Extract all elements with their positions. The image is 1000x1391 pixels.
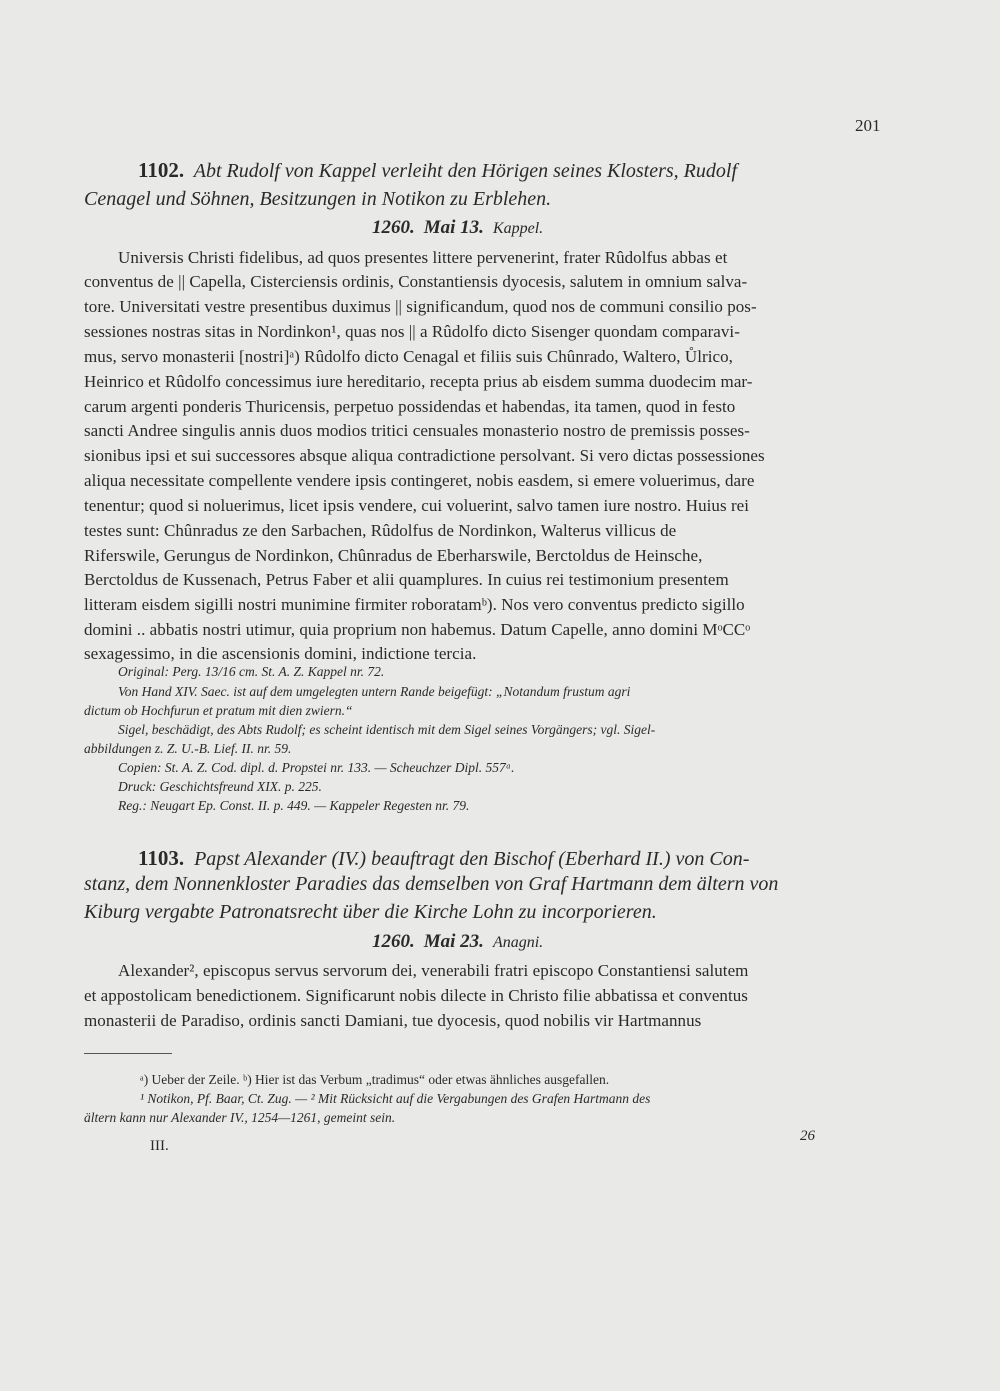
note-line: Original: Perg. 13/16 cm. St. A. Z. Kappel nr. 72.: [118, 664, 385, 679]
text-line: Riferswile, Gerungus de Nordinkon, Chûnradus de Eberharswile, Berctoldus de Heinsche,: [84, 546, 703, 565]
note-line: Reg.: Neugart Ep. Const. II. p. 449. — Kappeler Regesten nr. 79.: [118, 798, 470, 813]
date-year: 1260.: [372, 931, 415, 952]
text-line: tenentur; quod si noluerimus, licet ipsis vendere, cui voluerint, salvo tamen iure nostro. Huius rei: [84, 496, 750, 515]
entry-number: 1103.: [138, 846, 185, 870]
text-line: litteram eisdem sigilli nostri munimine firmiter roboratamᵇ). Nos vero conventus predicto sigillo: [84, 595, 745, 614]
rubric-text: Kiburg vergabte Patronatsrecht über die Kirche Lohn zu incorporieren.: [84, 901, 657, 923]
footnote-text: ¹ Notikon, Pf. Baar, Ct. Zug. — ² Mit Rücksicht auf die Vergabungen des Grafen Hartmann des: [140, 1091, 651, 1106]
rubric-1102-line-2: [84, 185, 551, 213]
date-year: 1260.: [372, 217, 415, 238]
date-line-1102: [372, 217, 543, 239]
note-line: dictum ob Hochfurun et pratum mit dien zwiern.“: [84, 703, 353, 718]
text-line: carum argenti ponderis Thuricensis, perpetuo possidendas et habendas, ita tamen, quod in festo: [84, 397, 736, 416]
footnote-line: [140, 1091, 650, 1107]
text-line: Alexander², episcopus servus servorum dei, venerabili fratri episcopo Constantiensi salutem: [118, 961, 749, 980]
page-number: 201: [855, 116, 881, 135]
note-line: abbildungen z. Z. U.-B. Lief. II. nr. 59.: [84, 741, 292, 756]
signature-mark-left: III.: [150, 1138, 169, 1154]
date-place: Anagni.: [492, 934, 544, 951]
rubric-text: stanz, dem Nonnenkloster Paradies das demselben von Graf Hartmann dem ältern von: [84, 873, 779, 895]
text-line: et appostolicam benedictionem. Significarunt nobis dilecte in Christo filie abbatissa et conventus: [84, 986, 748, 1005]
text-line: sessiones nostras sitas in Nordinkon¹, quas nos || a Rûdolfo dicto Sisenger quondam comparavi-: [84, 322, 740, 341]
text-line: tore. Universitati vestre presentibus duximus || significandum, quod nos de communi consilio pos-: [84, 297, 757, 316]
text-line: sexagessimo, in die ascensionis domini, indictione tercia.: [84, 644, 477, 663]
text-line: monasterii de Paradiso, ordinis sancti Damiani, tue dyocesis, quod nobilis vir Hartmannus: [84, 1011, 702, 1030]
note-line: Copien: St. A. Z. Cod. dipl. d. Propstei nr. 133. — Scheuchzer Dipl. 557ᵃ.: [118, 760, 515, 775]
text-line: Berctoldus de Kussenach, Petrus Faber et alii quamplures. In cuius rei testimonium presentem: [84, 570, 729, 589]
text-line: Heinrico et Rûdolfo concessimus iure hereditario, recepta prius ab eisdem summa duodecim mar-: [84, 372, 753, 391]
date-day: Mai 13.: [423, 217, 484, 238]
entry-number: 1102.: [138, 158, 185, 182]
rubric-1103-line-1: [138, 844, 749, 873]
text-line: conventus de || Capella, Cisterciensis ordinis, Constantiensis dyocesis, salutem in omnium salva-: [84, 272, 748, 291]
rubric-text: Cenagel und Söhnen, Besitzungen in Notikon zu Erblehen.: [84, 188, 552, 210]
signature-mark-right: 26: [800, 1128, 815, 1144]
text-line: aliqua necessitate compellente vendere ipsis contingeret, nobis easdem, si emere voluerimus, dare: [84, 471, 755, 490]
text-line: domini .. abbatis nostri utimur, quia proprium non habemus. Datum Capelle, anno domini MᵒCCᵒ: [84, 620, 751, 639]
footnote-text: ältern kann nur Alexander IV., 1254—1261, gemeint sein.: [84, 1110, 396, 1125]
text-line: sionibus ipsi et sui successores absque aliqua contradictione persolvant. Si vero dictas possessiones: [84, 446, 765, 465]
rubric-text: Abt Rudolf von Kappel verleiht den Hörigen seines Klosters, Rudolf: [193, 160, 737, 182]
footnote-line: [84, 1110, 395, 1126]
date-day: Mai 23.: [423, 931, 484, 952]
date-line-1103: [372, 931, 543, 953]
rubric-1103-line-3: [84, 898, 657, 926]
date-place: Kappel.: [492, 220, 544, 237]
rubric-1103-line-2: [84, 870, 778, 898]
rubric-text: Papst Alexander (IV.) beauftragt den Bischof (Eberhard II.) von Con-: [194, 848, 750, 870]
footnote-line: ᵃ) Ueber der Zeile. ᵇ) Hier ist das Verbum „tradimus“ oder etwas ähnliches ausgefallen.: [140, 1072, 610, 1087]
rubric-1102-line-1: [138, 156, 737, 185]
text-line: mus, servo monasterii [nostri]ᵃ) Rûdolfo dicto Cenagal et filiis suis Chûnrado, Waltero, Ůlrico,: [84, 347, 733, 366]
note-line: Sigel, beschädigt, des Abts Rudolf; es scheint identisch mit dem Sigel seines Vorgängers; vgl. Sigel-: [118, 722, 656, 737]
note-line: Von Hand XIV. Saec. ist auf dem umgelegten untern Rande beigefügt: „Notandum frustum agri: [118, 684, 631, 699]
text-line: sancti Andree singulis annis duos modios tritici censuales monasterio nostro de premissis posses-: [84, 421, 750, 440]
note-line: Druck: Geschichtsfreund XIX. p. 225.: [118, 779, 322, 794]
text-line: testes sunt: Chûnradus ze den Sarbachen, Rûdolfus de Nordinkon, Walterus villicus de: [84, 521, 677, 540]
footnote-rule: [84, 1053, 172, 1054]
text-line: Universis Christi fidelibus, ad quos presentes littere pervenerint, frater Rûdolfus abbas et: [118, 248, 728, 267]
